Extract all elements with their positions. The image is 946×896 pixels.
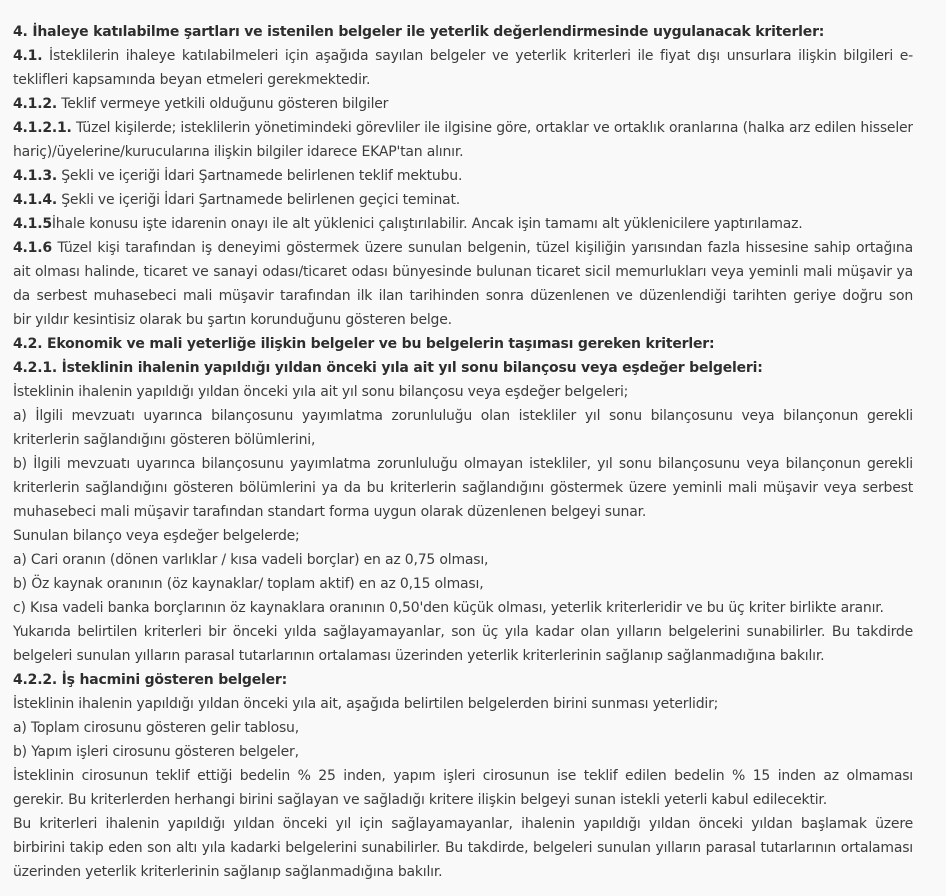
item-a-line: a) İlgili mevzuatı uyarınca bilançosunu yayımlatma zorunluluğu olan istekliler yıl sonu bilançosunu veya bilançonun gerekli — [13, 408, 913, 424]
paragraph-4-1-5 — [13, 212, 913, 236]
previous-years-note-line: Yukarıda belirtilen kriterleri bir önceki yılda sağlayamayanlar, son üç yıla kadar olan yılların belgelerini sunabilirler. Bu takdirde — [13, 624, 913, 640]
item-b-line: kriterlerin sağlandığını gösteren bölümlerini ya da bu kriterlerin sağlandığını göstermek üzere yeminli mali müşavir veya serbest — [13, 480, 913, 496]
section-4-2-heading: 4.2. Ekonomik ve mali yeterliğe ilişkin belgeler ve bu belgelerin taşıması gereken kriterler: — [13, 336, 715, 352]
clause-text: Teklif vermeye yetkili olduğunu gösteren bilgiler — [61, 96, 389, 112]
turnover-fallback-line: Bu kriterleri ihalenin yapıldığı yıldan önceki yıl için sağlayamayanlar, ihalenin yapıldığı yıldan önceki yıldan başlamak üzere — [13, 816, 913, 832]
paragraph-4-1-6-line: da serbest muhasebeci mali müşavir tarafından ilk ilan tarihinden sonra düzenlenen ve düzenlendiği tarihten geriye doğru son — [13, 288, 913, 304]
clause-number: 4.1.5 — [13, 216, 52, 232]
turnover-requirement-line: gerekir. Bu kriterlerden herhangi birini sağlayan ve sağladığı kritere ilişkin belgeyi sunan istekli yeterli kabul edilecektir. — [13, 792, 827, 808]
paragraph-4-2-1-intro: İsteklinin ihalenin yapıldığı yıldan önceki yıla ait yıl sonu bilançosu veya eşdeğer belgeleri; — [13, 384, 629, 400]
paragraph-4-1-6-line: ait olması halinde, ticaret ve sanayi odası/ticaret odası bünyesinde bulunan ticaret sicil memurlukları veya yeminli mali müşavir ya — [13, 264, 913, 280]
clause-number: 4.1.2. — [13, 96, 57, 112]
turnover-fallback-line: birbirini takip eden son altı yıla kadarki belgelerini sunabilirler. Bu takdirde, belgeleri sunulan yılların parasal tutarlarının ortalaması — [13, 840, 913, 856]
clause-text: İsteklilerin ihaleye katılabilmeleri için aşağıda sayılan belgeler ve yeterlik kriterleri ile fiyat dışı unsurlara ilişkin bilgileri e- — [49, 48, 913, 64]
criterion-b: b) Öz kaynak oranının (öz kaynaklar/ toplam aktif) en az 0,15 olması, — [13, 576, 484, 592]
paragraph-4-1-3 — [13, 164, 913, 188]
tender-criteria-document — [13, 20, 913, 884]
clause-number: 4.1.3. — [13, 168, 57, 184]
criterion-c: c) Kısa vadeli banka borçlarının öz kaynaklara oranının 0,50'den küçük olması, yeterlik kriterleridir ve bu üç kriter birlikte aranır. — [13, 600, 884, 616]
paragraph-4-1-6-line: bir yıldır kesintisiz olarak bu şartın korunduğunu gösteren belge. — [13, 312, 452, 328]
paragraph-4-1-2 — [13, 92, 913, 116]
turnover-requirement-line: İsteklinin cirosunun teklif ettiği bedelin % 25 inden, yapım işleri cirosunun ise teklif edilen bedelin % 15 inden az olmaması — [13, 768, 913, 784]
section-4-2-1-heading: 4.2.1. İsteklinin ihalenin yapıldığı yıldan önceki yıla ait yıl sonu bilançosu veya eşdeğer belgeleri: — [13, 360, 763, 376]
clause-number: 4.1.4. — [13, 192, 57, 208]
clause-number: 4.1.2.1. — [13, 120, 72, 136]
item-a-line: kriterlerin sağlandığını gösteren bölümlerini, — [13, 432, 316, 448]
document-item-a: a) Toplam cirosunu gösteren gelir tablosu, — [13, 720, 299, 736]
paragraph-4-1-line: teklifleri kapsamında beyan etmeleri gerekmektedir. — [13, 72, 371, 88]
clause-number: 4.1. — [13, 48, 43, 64]
item-b-line: b) İlgili mevzuatı uyarınca bilançosunu yayımlatma zorunluluğu olmayan istekliler, yıl sonu bilançosunu veya bilançonun gerekli — [13, 456, 913, 472]
section-4-2-2-heading: 4.2.2. İş hacmini gösteren belgeler: — [13, 672, 288, 688]
paragraph-4-1-6-line — [13, 236, 913, 260]
paragraph-4-1-2-1-line — [13, 116, 913, 140]
clause-text: Şekli ve içeriği İdari Şartnamede belirlenen geçici teminat. — [61, 192, 461, 208]
item-b-line: muhasebeci mali müşavir tarafından standart forma uygun olarak düzenlenen belgeyi sunar. — [13, 504, 647, 520]
section-4-heading: 4. İhaleye katılabilme şartları ve istenilen belgeler ile yeterlik değerlendirmesinde uygulanacak kriterler: — [13, 24, 825, 40]
clause-number: 4.1.6 — [13, 240, 52, 256]
balance-sheet-intro: Sunulan bilanço veya eşdeğer belgelerde; — [13, 528, 300, 544]
paragraph-4-1-4 — [13, 188, 913, 212]
paragraph-4-1-line — [13, 44, 913, 68]
clause-text: Tüzel kişilerde; isteklilerin yönetimindeki görevliler ile ilgisine göre, ortaklar ve ortaklık oranlarına (halka arz edilen hisseler — [75, 120, 913, 136]
paragraph-4-2-2-intro: İsteklinin ihalenin yapıldığı yıldan önceki yıla ait, aşağıda belirtilen belgelerden birini sunması yeterlidir; — [13, 696, 719, 712]
document-item-b: b) Yapım işleri cirosunu gösteren belgeler, — [13, 744, 299, 760]
clause-text: İhale konusu işte idarenin onayı ile alt yüklenici çalıştırılabilir. Ancak işin tamamı alt yüklenicilere yaptırılamaz. — [51, 216, 803, 232]
previous-years-note-line: belgeleri sunulan yılların parasal tutarlarının ortalaması üzerinden yeterlik kriterlerinin sağlanıp sağlanmadığına bakılır. — [13, 648, 825, 664]
clause-text: Şekli ve içeriği İdari Şartnamede belirlenen teklif mektubu. — [61, 168, 463, 184]
paragraph-4-1-2-1-line: hariç)/üyelerine/kurucularına ilişkin bilgiler idarece EKAP'tan alınır. — [13, 144, 464, 160]
turnover-fallback-line: üzerinden yeterlik kriterlerinin sağlanıp sağlanmadığına bakılır. — [13, 864, 443, 880]
criterion-a: a) Cari oranın (dönen varlıklar / kısa vadeli borçlar) en az 0,75 olması, — [13, 552, 489, 568]
clause-text: Tüzel kişi tarafından iş deneyimi göstermek üzere sunulan belgenin, tüzel kişiliğin yarısından fazla hissesine sahip ortağına — [57, 240, 913, 256]
